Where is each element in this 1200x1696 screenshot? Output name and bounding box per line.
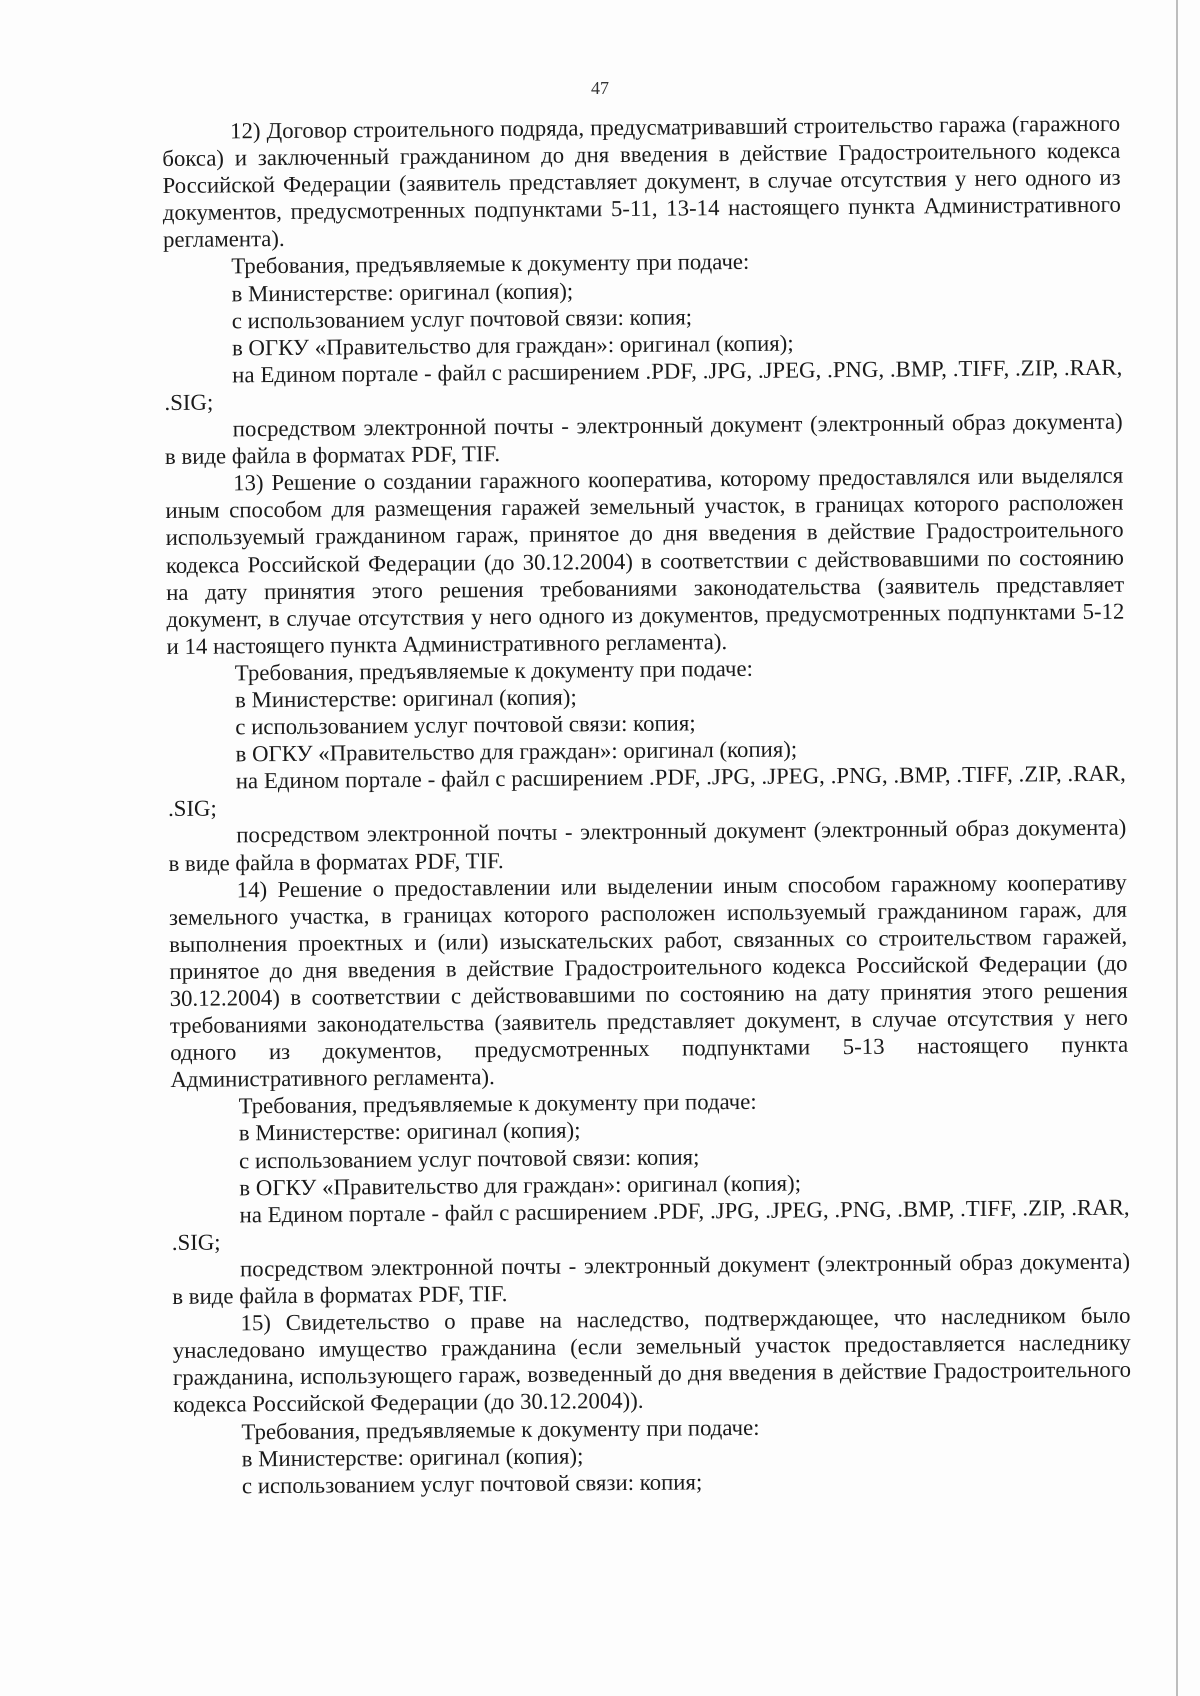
requirement-item: в ОГКУ «Правительство для граждан»: оригинал (копия); xyxy=(235,736,798,767)
requirement-item: в Министерстве: оригинал (копия); xyxy=(241,1442,584,1471)
requirements-heading: Требования, предъявляемые к документу при подаче: xyxy=(241,1414,760,1444)
page-number: 47 xyxy=(591,78,609,98)
requirement-item: в Министерстве: оригинал (копия); xyxy=(231,277,574,306)
paragraph-13: 13) Решение о создании гаражного кооператива, которому предоставлялся или выделялся иным способом для размещения гаражей земельный участок, в границах которого расположен используемый гражданином гараж, принятое до дня введения в действие Градостроительного кодекса Российской Федерации (до 30.12.2004) в соответствии с действовавшими по состоянию на дату принятия этого решения требованиями законодательства (заявитель представляет документ, в случае отсутствия у него одного из документов, предусмотренных подпунктами 5-12 и 14 настоящего пункта Административного регламента). xyxy=(165,462,1125,659)
requirement-item: на Едином портале - файл с расширением .PDF, .JPG, .JPEG, .PNG, .BMP, .TIFF, .ZIP, .RAR, .SIG; xyxy=(171,1194,1130,1255)
requirement-item: с использованием услуг почтовой связи: копия; xyxy=(235,710,696,740)
requirement-item: с использованием услуг почтовой связи: копия; xyxy=(241,1469,703,1499)
requirement-item: посредством электронной почты - электронный документ (электронный образ документа) в виде файла в форматах PDF, TIF. xyxy=(168,815,1127,876)
document-body xyxy=(162,110,1132,1500)
requirement-item: на Едином портале - файл с расширением .PDF, .JPG, .JPEG, .PNG, .BMP, .TIFF, .ZIP, .RAR, .SIG; xyxy=(167,760,1126,822)
requirement-item: в Министерстве: оригинал (копия); xyxy=(238,1117,581,1146)
requirement-item: с использованием услуг почтовой связи: копия; xyxy=(231,304,693,334)
paragraph-12: 12) Договор строительного подряда, предусматривавший строительство гаража (гаражного бокса) и заключенный гражданином до дня введения в действие Градостроительного кодекса Российской Федерации (заявитель представляет документ, в случае отсутствия у него одного из документов, предусмотренных подпунктами 5-11, 13-14 настоящего пункта Административного регламента). xyxy=(162,110,1121,253)
requirements-heading: Требования, предъявляемые к документу при подаче: xyxy=(231,249,750,279)
requirement-item: с использованием услуг почтовой связи: копия; xyxy=(238,1143,700,1173)
paragraph-14: 14) Решение о предоставлении или выделении иным способом гаражному кооперативу земельного участка, в границах которого расположен используемый гражданином гараж, для выполнения проектных и (или) изыскательских работ, связанных со строительством гаражей, принятое до дня введения в действие Градостроительного кодекса Российской Федерации (до 30.12.2004) в соответствии с действовавшими по состоянию на дату принятия этого решения требованиями законодательства (заявитель представляет документ, в случае отсутствия у него одного из документов, предусмотренных подпунктами 5-13 настоящего пункта Административного регламента). xyxy=(168,869,1129,1093)
paragraph-15: 15) Свидетельство о праве на наследство, подтверждающее, что наследником было унаследовано имущество гражданина (если земельный участок предоставляется наследнику гражданина, использующего гараж, возведенный до дня введения в действие Градостроительного кодекса Российской Федерации (до 30.12.2004)). xyxy=(172,1302,1132,1418)
requirement-item: посредством электронной почты - электронный документ (электронный образ документа) в виде файла в форматах PDF, TIF. xyxy=(164,408,1123,470)
requirements-heading: Требования, предъявляемые к документу при подаче: xyxy=(238,1089,757,1119)
requirement-item: на Едином портале - файл с расширением .PDF, .JPG, .JPEG, .PNG, .BMP, .TIFF, .ZIP, .RAR, .SIG; xyxy=(164,354,1123,415)
page-edge xyxy=(1176,0,1178,1696)
requirement-item: в ОГКУ «Правительство для граждан»: оригинал (копия); xyxy=(239,1170,802,1201)
requirement-item: посредством электронной почты - электронный документ (электронный образ документа) в виде файла в форматах PDF, TIF. xyxy=(172,1248,1131,1309)
requirement-item: в ОГКУ «Правительство для граждан»: оригинал (копия); xyxy=(231,330,794,361)
requirements-heading: Требования, предъявляемые к документу при подаче: xyxy=(234,655,753,686)
requirement-item: в Министерстве: оригинал (копия); xyxy=(234,684,577,713)
